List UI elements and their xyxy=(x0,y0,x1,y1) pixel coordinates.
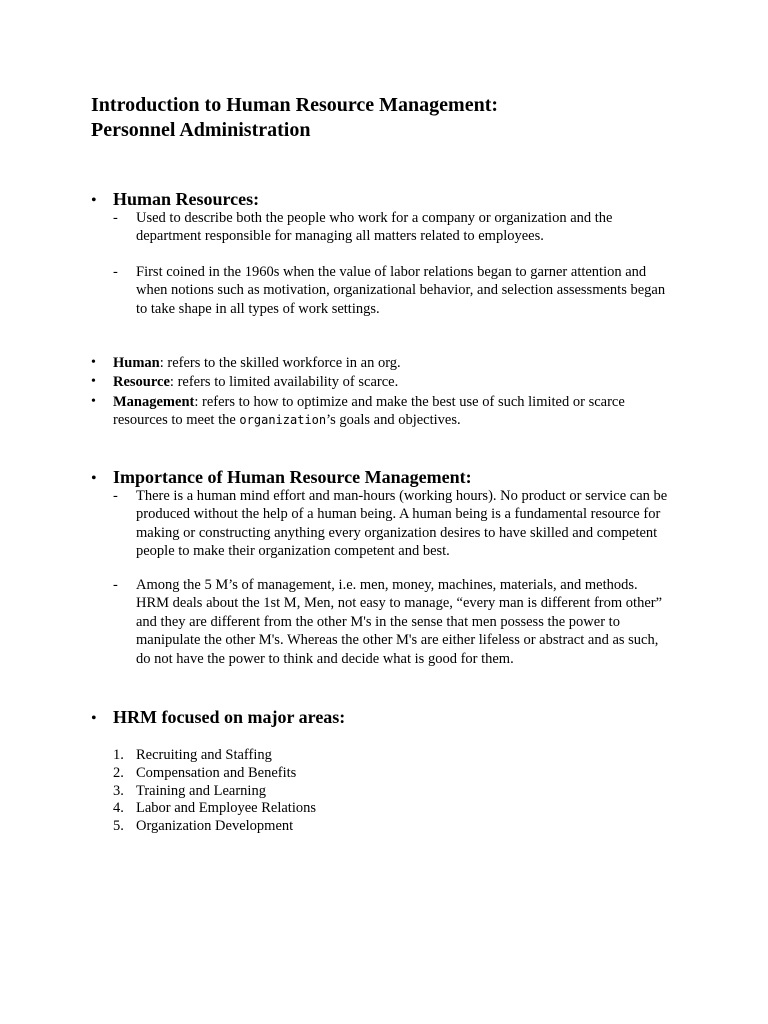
term-definition-end: ’s goals and objectives. xyxy=(326,412,461,429)
list-number: 2. xyxy=(113,764,124,781)
term-item-management xyxy=(91,393,671,430)
list-number: 4. xyxy=(113,800,124,817)
list-item xyxy=(113,800,316,818)
term-label: Resource xyxy=(113,374,170,391)
list-item xyxy=(113,747,316,765)
list-item xyxy=(113,765,316,783)
term-item-human xyxy=(91,354,671,372)
term-definition: : refers to the skilled workforce in an org. xyxy=(159,355,401,371)
list-number: 3. xyxy=(113,782,124,799)
title-line-2: Personnel Administration xyxy=(91,119,311,141)
list-item xyxy=(113,783,316,801)
list-item-text: Labor and Employee Relations xyxy=(136,800,316,817)
list-number: 5. xyxy=(113,818,124,835)
dash-icon: - xyxy=(113,210,118,226)
list-number: 1. xyxy=(113,747,124,763)
list-item xyxy=(113,576,673,668)
list-item-text: Organization Development xyxy=(136,818,294,835)
heading-text: HRM focused on major areas: xyxy=(113,707,346,727)
bullet-icon: • xyxy=(91,192,97,209)
list-item-text: Training and Learning xyxy=(136,782,266,799)
section-heading-hrm-areas xyxy=(91,706,345,730)
term-label: Management xyxy=(113,393,195,410)
title-line-1: Introduction to Human Resource Management: xyxy=(91,94,499,116)
list-item-text: Recruiting and Staffing xyxy=(136,747,272,763)
bullet-icon: • xyxy=(91,470,97,487)
list-item-text: Compensation and Benefits xyxy=(136,764,297,781)
list-item-text: First coined in the 1960s when the value of labor relations began to garner attention and when notions such as motivation, organizational behavior, and selection assessments began to take shape in all types of work settings. xyxy=(136,264,666,317)
dash-icon: - xyxy=(113,488,118,504)
term-definition: : refers to limited availability of scarce. xyxy=(169,374,399,391)
heading-text: Human Resources: xyxy=(113,189,260,209)
list-item-text: Among the 5 M’s of management, i.e. men, money, machines, materials, and methods. HRM deals about the 1st M, Men, not easy to manage, “every man is different from other” and they are different from the other M's in the sense that men possess the power to manipulate the other M's. Whereas the other M's are either lifeless or abstract and as such, do not have the power to think and decide what is good for them. xyxy=(136,577,663,667)
list-item-text: Used to describe both the people who work for a company or organization and the department responsible for managing all matters related to employees. xyxy=(136,210,613,245)
list-item xyxy=(113,263,673,318)
bullet-icon: • xyxy=(91,710,97,727)
list-item-text: There is a human mind effort and man-hours (working hours). No product or service can be produced without the help of a human being. A human being is a fundamental resource for making or constructing anything every organization desires to have skilled and competent people to make their organization competent and best. xyxy=(136,488,668,560)
list-item xyxy=(113,209,673,246)
term-definition-mono: organization xyxy=(239,413,327,428)
dash-icon: - xyxy=(113,577,118,593)
list-item xyxy=(113,818,316,836)
term-label: Human xyxy=(113,355,160,371)
bullet-icon: • xyxy=(91,355,96,370)
term-definition-list xyxy=(91,354,671,431)
bullet-icon: • xyxy=(91,393,96,409)
hrm-areas-list xyxy=(113,747,316,836)
heading-text: Importance of Human Resource Management: xyxy=(113,467,472,487)
term-definition: : refers to how to optimize and make the best use of such limited or scarce resources to meet the xyxy=(113,393,625,429)
list-item xyxy=(113,487,673,561)
bullet-icon: • xyxy=(91,374,96,390)
term-item-resource xyxy=(91,373,671,391)
dash-icon: - xyxy=(113,264,118,280)
page-title xyxy=(91,93,498,143)
